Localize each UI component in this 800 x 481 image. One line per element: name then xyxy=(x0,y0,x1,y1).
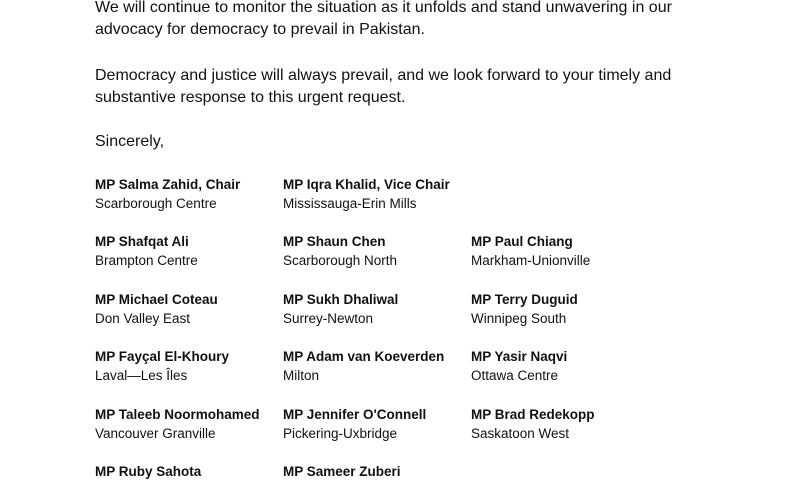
signatory-block xyxy=(95,462,285,481)
signatory-block xyxy=(95,347,285,385)
signatory-name: MP Jennifer O'Connell xyxy=(283,407,427,422)
body-paragraph: Democracy and justice will always prevail, and we look forward to your timely and substantive response to this urgent request. xyxy=(95,67,672,106)
closing-salutation: Sincerely, xyxy=(95,133,165,150)
signatory-name: MP Paul Chiang xyxy=(471,234,573,249)
signatory-name: MP Salma Zahid, Chair xyxy=(95,177,241,192)
signatory-riding: Winnipeg South xyxy=(471,311,567,326)
signatory-name: MP Sukh Dhaliwal xyxy=(283,292,399,307)
signatory-riding: Scarborough North xyxy=(283,253,398,268)
signatory-riding: Laval—Les Îles xyxy=(95,368,188,383)
signatory-riding: Surrey-Newton xyxy=(283,311,374,326)
signatory-riding: Mississauga-Erin Mills xyxy=(283,196,417,211)
signatory-block xyxy=(471,232,661,270)
signatory-name: MP Iqra Khalid, Vice Chair xyxy=(283,177,450,192)
signatory-block xyxy=(471,347,661,385)
signatory-name: MP Terry Duguid xyxy=(471,292,578,307)
signatory-name: MP Fayçal El-Khoury xyxy=(95,349,230,364)
signatory-block xyxy=(95,175,285,213)
signatory-block xyxy=(471,405,661,443)
signatory-riding: Don Valley East xyxy=(95,311,191,326)
signatory-riding: Vancouver Granville xyxy=(95,426,216,441)
signatory-riding: Saskatoon West xyxy=(471,426,570,441)
signatory-block xyxy=(283,347,473,385)
signatory-name: MP Shafqat Ali xyxy=(95,234,189,249)
signatory-riding: Scarborough Centre xyxy=(95,196,217,211)
signatory-block xyxy=(283,462,473,481)
signatory-block xyxy=(283,405,473,443)
signatory-name: MP Shaun Chen xyxy=(283,234,386,249)
signatory-name: MP Taleeb Noormohamed xyxy=(95,407,260,422)
signatory-block xyxy=(283,175,473,213)
signatory-block xyxy=(283,232,473,270)
signatory-riding: Brampton Centre xyxy=(95,253,198,268)
signatory-name: MP Michael Coteau xyxy=(95,292,218,307)
signatory-name: MP Brad Redekopp xyxy=(471,407,595,422)
signatory-block xyxy=(471,290,661,328)
signatory-block xyxy=(95,290,285,328)
signatory-riding: Markham-Unionville xyxy=(471,253,591,268)
signatory-block xyxy=(95,232,285,270)
body-paragraph: We will continue to monitor the situation as it unfolds and stand unwavering in our advocacy for democracy to prevail in Pakistan. xyxy=(95,0,672,38)
signatory-riding: Ottawa Centre xyxy=(471,368,559,383)
signatory-name: MP Sameer Zuberi xyxy=(283,464,401,479)
signatory-name: MP Yasir Naqvi xyxy=(471,349,568,364)
signatory-riding: Milton xyxy=(283,368,320,383)
signatory-riding: Pickering-Uxbridge xyxy=(283,426,398,441)
signatory-name: MP Ruby Sahota xyxy=(95,464,202,479)
signatory-block xyxy=(95,405,285,443)
signatory-name: MP Adam van Koeverden xyxy=(283,349,445,364)
signatory-block xyxy=(283,290,473,328)
